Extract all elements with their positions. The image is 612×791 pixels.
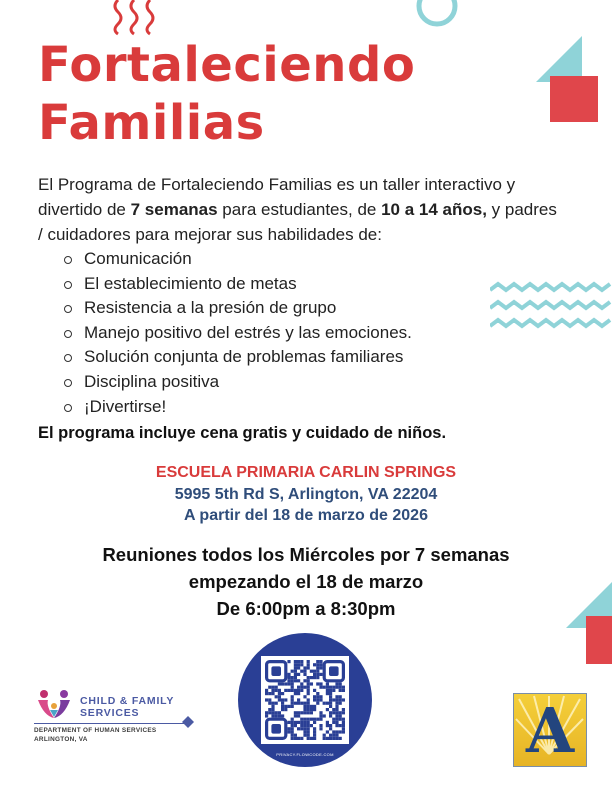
title-line: Familias xyxy=(38,95,265,151)
triangle-square-icon xyxy=(536,36,612,122)
intro-paragraph xyxy=(38,172,558,247)
qr-caption: PRIVACY.FLOWCODE.COM xyxy=(276,752,334,757)
zigzag-lines-icon xyxy=(490,280,612,336)
skills-list xyxy=(64,247,412,419)
logo-divider xyxy=(34,723,184,724)
list-item: Solución conjunta de problemas familiares xyxy=(64,345,412,370)
schedule-line: empezando el 18 de marzo xyxy=(188,571,424,592)
list-item: ¡Divertirse! xyxy=(64,395,412,420)
qr-code-icon[interactable] xyxy=(238,633,372,767)
title-line: Fortaleciendo xyxy=(38,37,416,93)
start-date-line: A partir del 18 de marzo de 2026 xyxy=(184,507,428,524)
program-includes-text: El programa incluye cena gratis y cuidado de niños. xyxy=(38,424,447,442)
schedule-line: Reuniones todos los Miércoles por 7 semanas xyxy=(102,544,510,565)
cfs-title: CHILD & FAMILY xyxy=(80,695,175,707)
family-hearts-icon xyxy=(34,686,76,722)
intro-text: El Programa de Fortaleciendo Familias es un taller interactivo y divertido de xyxy=(38,175,516,219)
page-title xyxy=(38,36,415,152)
cfs-subtitle: SERVICES xyxy=(80,707,140,719)
list-item: Manejo positivo del estrés y las emociones. xyxy=(64,321,412,346)
address-line: 5995 5th Rd S, Arlington, VA 22204 xyxy=(174,486,438,503)
meeting-schedule xyxy=(0,541,612,622)
school-address xyxy=(0,484,612,526)
intro-text: para estudiantes, de xyxy=(217,200,382,219)
list-item: Resistencia a la presión de grupo xyxy=(64,296,412,321)
cfs-city: ARLINGTON, VA xyxy=(34,736,88,743)
intro-text: y padres / cuidadores para mejorar sus habilidades de: xyxy=(38,200,557,244)
squiggle-lines-icon xyxy=(110,0,160,36)
list-item: Disciplina positiva xyxy=(64,370,412,395)
intro-weeks: 7 semanas xyxy=(130,200,218,219)
diamond-icon xyxy=(182,716,194,728)
aps-logo xyxy=(513,693,587,767)
school-name: ESCUELA PRIMARIA CARLIN SPRINGS xyxy=(155,464,457,481)
circle-ring-icon xyxy=(412,0,462,30)
aps-letter: A xyxy=(525,694,575,767)
list-item: Comunicación xyxy=(64,247,412,272)
cfs-department: DEPARTMENT OF HUMAN SERVICES xyxy=(34,727,157,734)
list-item: El establecimiento de metas xyxy=(64,272,412,297)
schedule-line: De 6:00pm a 8:30pm xyxy=(216,598,396,619)
intro-ages: 10 a 14 años, xyxy=(381,200,487,219)
